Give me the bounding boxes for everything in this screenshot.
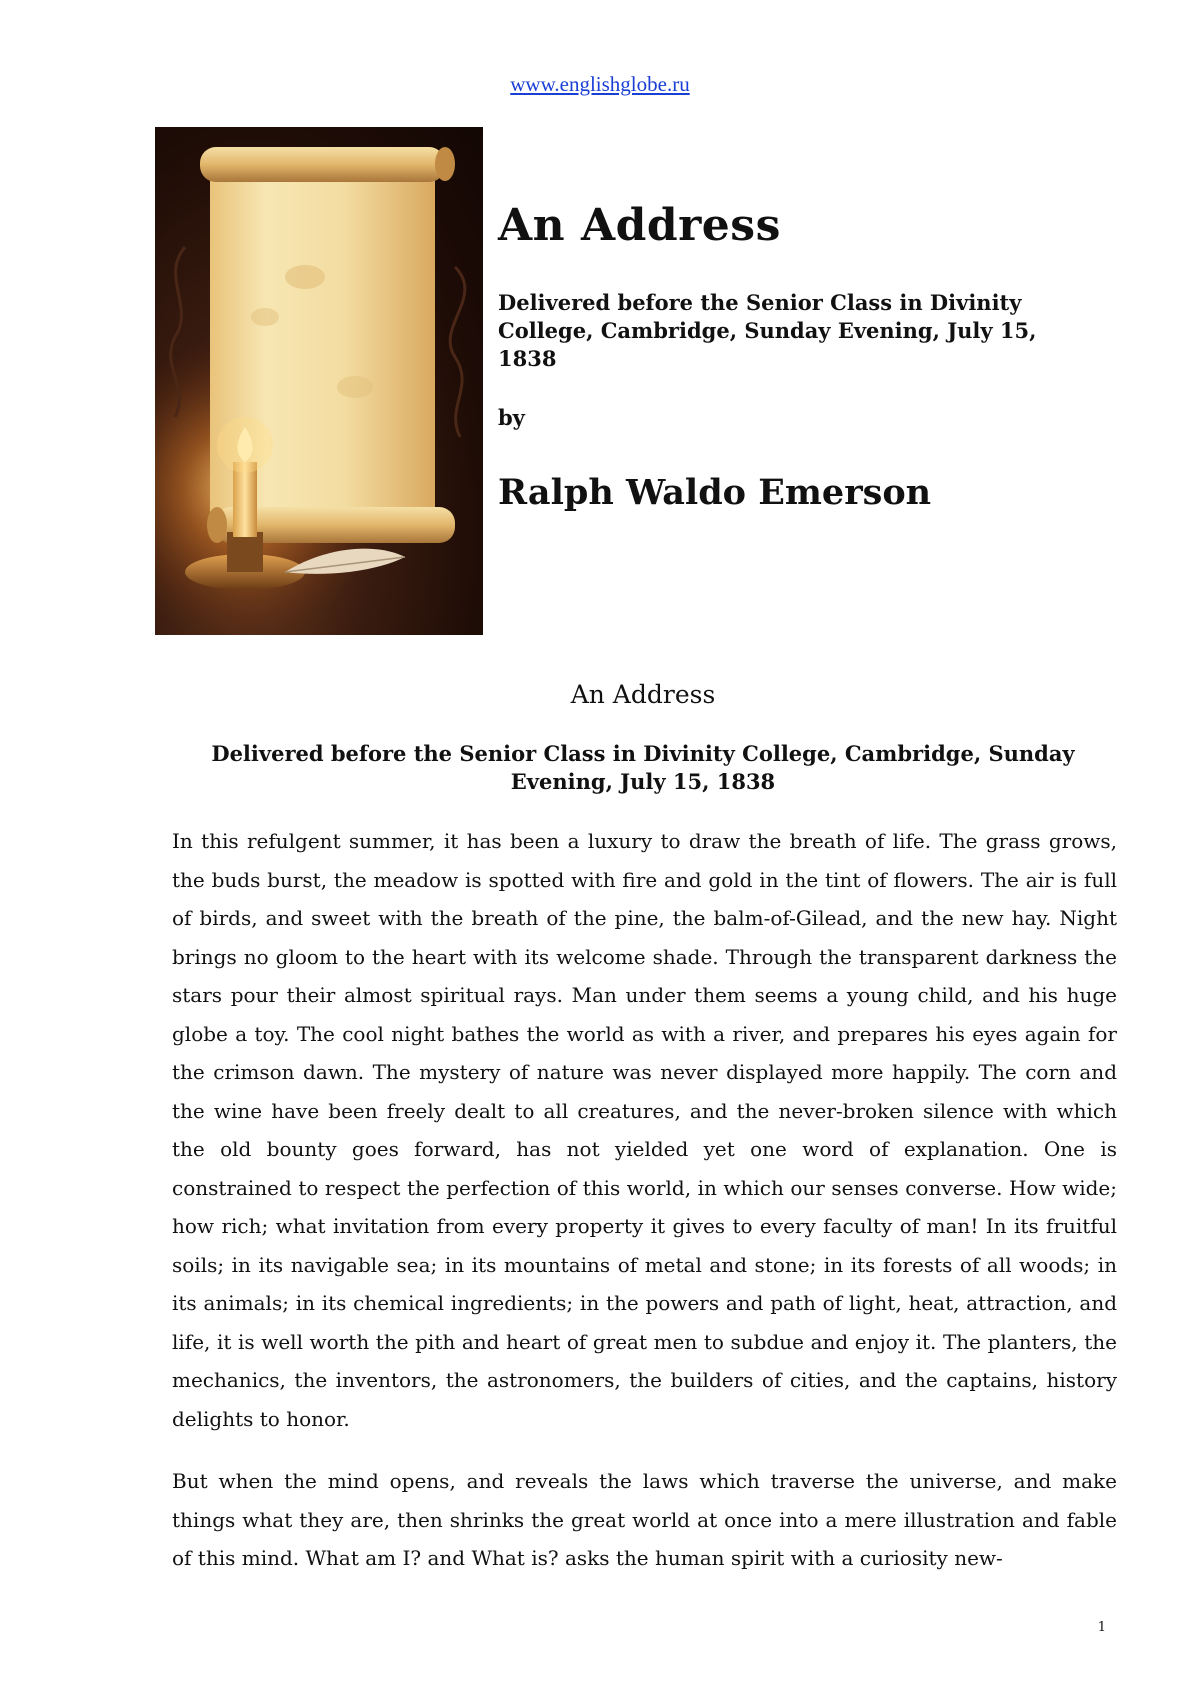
page-number: 1 [1097,1620,1106,1635]
body-text [172,822,1117,1602]
book-by: by [498,405,525,430]
cover-image [155,127,483,635]
section-heading: An Address [570,680,716,709]
section-subheading: Delivered before the Senior Class in Divinity College, Cambridge, Sunday Evening, July 15, 1838 [211,741,1075,794]
site-link[interactable]: www.englishglobe.ru [510,72,690,96]
book-author: Ralph Waldo Emerson [498,472,932,513]
title-block [498,200,1098,513]
paragraph: In this refulgent summer, it has been a luxury to draw the breath of life. The grass grows, the buds burst, the meadow is spotted with fire and gold in the tint of flowers. The air is full of birds, and sweet with the breath of the pine, the balm-of-Gilead, and the new hay. Night brings no gloom to the heart with its welcome shade. Through the transparent darkness the stars pour their almost spiritual rays. Man under them seems a young child, and his huge globe a toy. The cool night bathes the world as with a river, and prepares his eyes again for the crimson dawn. The mystery of nature was never displayed more happily. The corn and the wine have been freely dealt to all creatures, and the never-broken silence with which the old bounty goes forward, has not yielded yet one word of explanation. One is constrained to respect the perfection of this world, in which our senses converse. How wide; how rich; what invitation from every property it gives to every faculty of man! In its fruitful soils; in its navigable sea; in its mountains of metal and stone; in its forests of all woods; in its animals; in its chemical ingredients; in the powers and path of light, heat, attraction, and life, it is well worth the pith and heart of great men to subdue and enjoy it. The planters, the mechanics, the inventors, the astronomers, the builders of cities, and the captains, history delights to honor. [172,829,1117,1431]
scroll-candle-illustration [155,127,483,635]
book-title: An Address [498,200,781,251]
paragraph: But when the mind opens, and reveals the laws which traverse the universe, and make things what they are, then shrinks the great world at once into a mere illustration and fable of this mind. What am I? and What is? asks the human spirit with a curiosity new- [172,1469,1117,1570]
book-subtitle: Delivered before the Senior Class in Divinity College, Cambridge, Sunday Evening, July 15, 1838 [498,290,1037,371]
